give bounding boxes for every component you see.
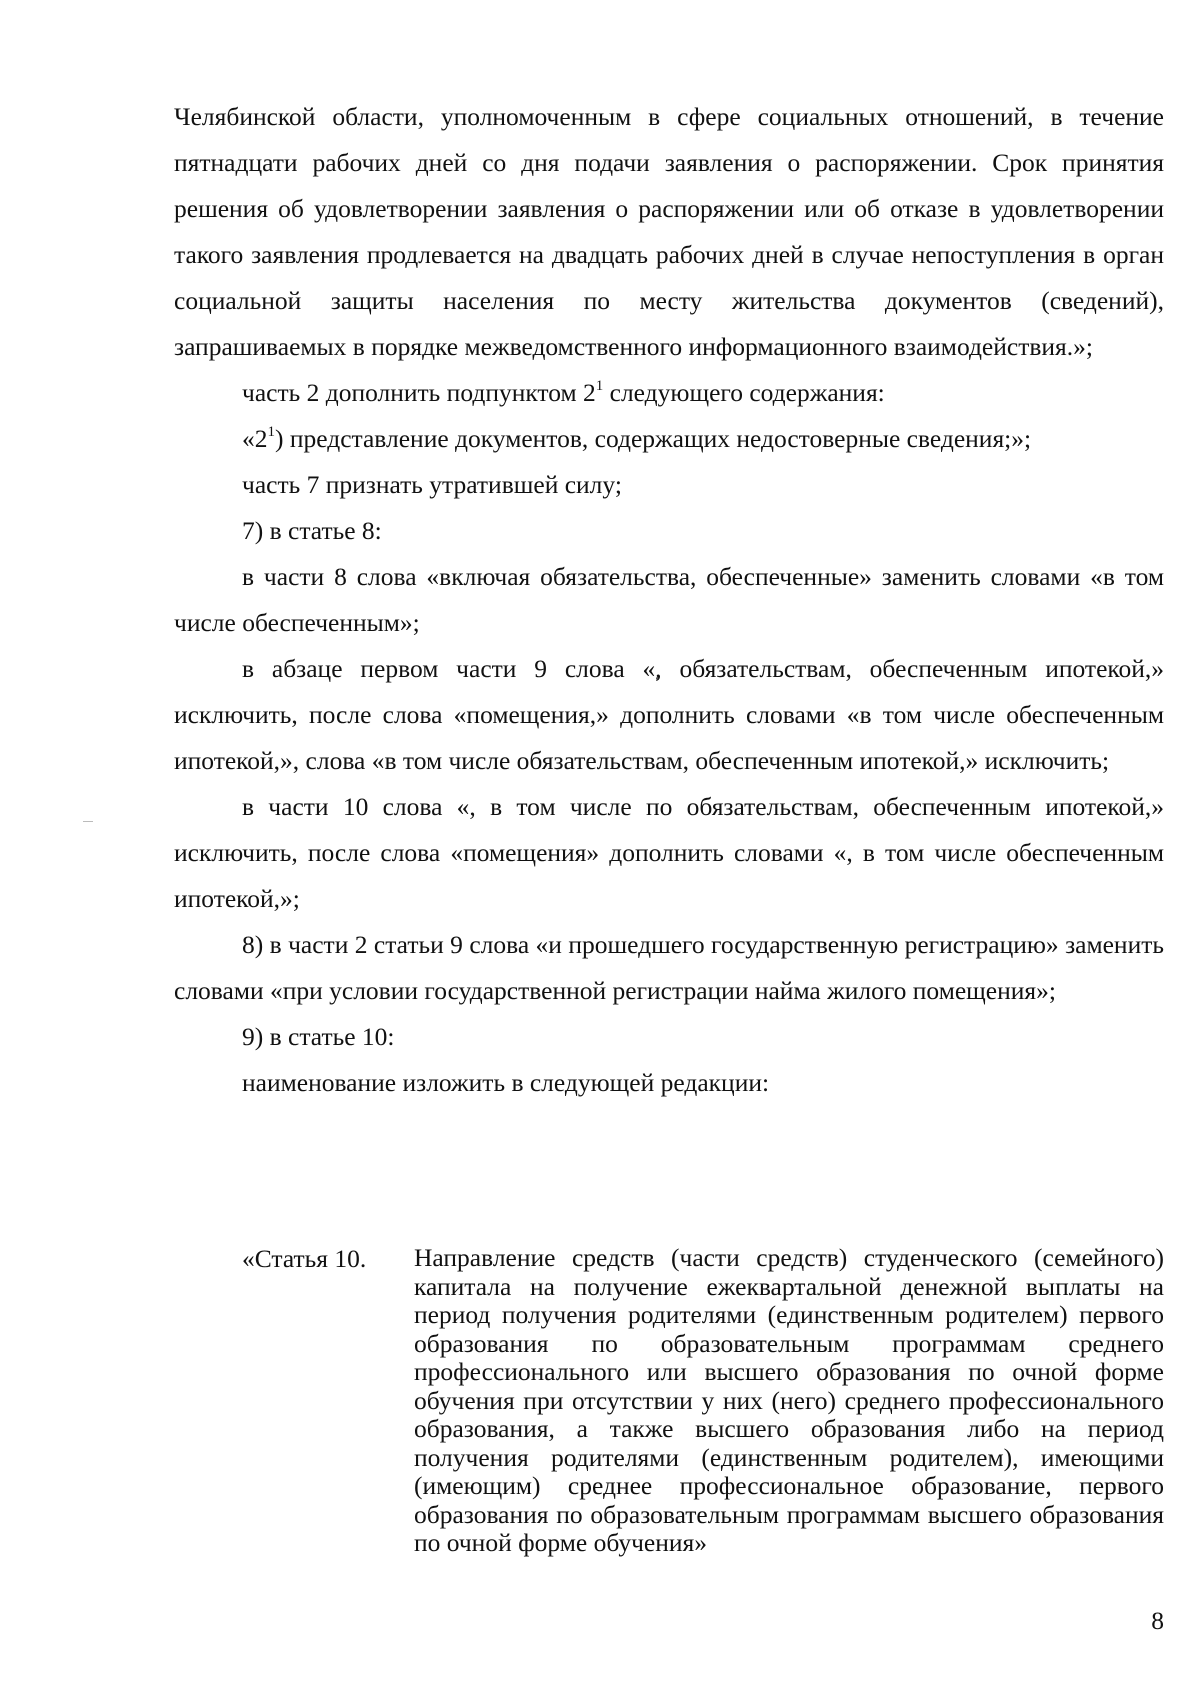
body-text — [174, 94, 1164, 1106]
paragraph-3 — [174, 416, 1164, 462]
paragraph-2-text: часть 2 дополнить подпунктом 2 — [242, 378, 596, 407]
paragraph-2 — [174, 370, 1164, 416]
paragraph-3-superscript: 1 — [267, 424, 275, 440]
article-title: Направление средств (части средств) студенческого (семейного) капитала на получение ежеквартальной денежной выплаты на период получения родителями (единственным родителем) первого образования по образовательным программам среднего профессионального или высшего образования по очной форме обучения при отсутствии у них (него) среднего профессионального образования, а также высшего образования либо на период получения родителями (единственным родителем), имеющими (имеющим) среднее профессиональное образование, первого образования по образовательным программам высшего образования по очной форме обучения» — [414, 1243, 1164, 1557]
paragraph-1: Челябинской области, уполномоченным в сфере социальных отношений, в течение пятнадцати рабочих дней со дня подачи заявления о распоряжении. Срок принятия решения об удовлетворении заявления о распоряжении или об отказе в удовлетворении такого заявления продлевается на двадцать рабочих дней в случае непоступления в орган социальной защиты населения по месту жительства документов (сведений), запрашиваемых в порядке межведомственного информационного взаимодействия.»; — [174, 102, 1164, 361]
paragraph-11: наименование изложить в следующей редакции: — [242, 1068, 770, 1097]
paragraph-8: в части 10 слова «, в том числе по обязательствам, обеспеченным ипотекой,» исключить, после слова «помещения» дополнить словами «, в том числе обеспеченным ипотекой,»; — [174, 792, 1164, 913]
paragraph-3-text: «2 — [242, 424, 268, 453]
page-number: 8 — [1151, 1606, 1164, 1635]
paragraph-9: 8) в части 2 статьи 9 слова «и прошедшего государственную регистрацию» заменить словами «при условии государственной регистрации найма жилого помещения»; — [174, 930, 1164, 1005]
paragraph-7: в абзаце первом части 9 слова «, обязательствам, обеспеченным ипотекой,» исключить, после слова «помещения,» дополнить словами «в том числе обеспеченным ипотекой,», слова «в том числе обязательствам, обеспеченным ипотекой,» исключить; — [174, 654, 1164, 775]
paragraph-4: часть 7 признать утратившей силу; — [242, 470, 622, 499]
paragraph-3-tail: ) представление документов, содержащих недостоверные сведения;»; — [275, 424, 1032, 453]
article-heading — [242, 1244, 1164, 1558]
paragraph-2-tail: следующего содержания: — [603, 378, 885, 407]
article-label: «Статья 10. — [242, 1244, 367, 1273]
scan-mark — [83, 821, 93, 822]
paragraph-2-superscript: 1 — [595, 378, 604, 394]
paragraph-5: 7) в статье 8: — [242, 516, 382, 545]
paragraph-10: 9) в статье 10: — [242, 1022, 395, 1051]
paragraph-6: в части 8 слова «включая обязательства, обеспеченные» заменить словами «в том числе обеспеченным»; — [174, 562, 1164, 637]
